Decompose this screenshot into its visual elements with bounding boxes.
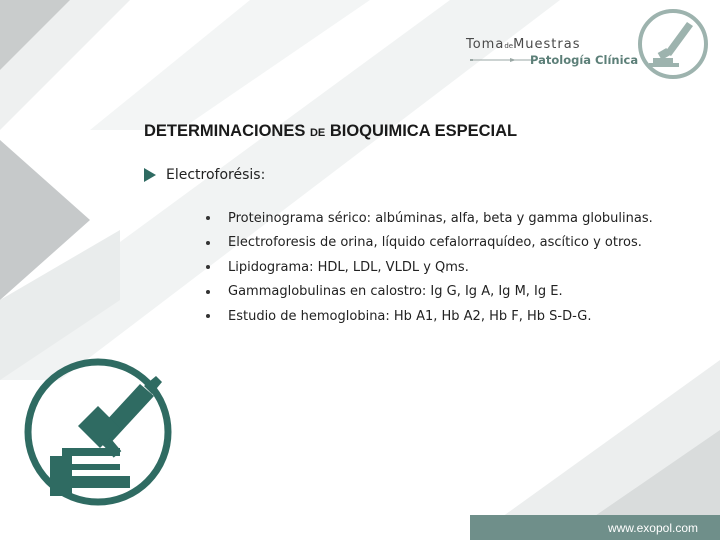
logo-subtitle: Patología Clínica xyxy=(530,53,639,67)
brand-logo xyxy=(464,14,714,74)
bullet-dot-icon xyxy=(206,314,210,318)
title-part2: BIOQUIMICA ESPECIAL xyxy=(329,122,518,140)
main-bullet-text: Electroforésis: xyxy=(166,167,266,183)
list-item xyxy=(206,255,653,280)
logo-syringe-line xyxy=(470,56,536,64)
footer-url[interactable]: www.exopol.com xyxy=(607,521,698,535)
list-item xyxy=(206,231,653,256)
bullet-dot-icon xyxy=(206,290,210,294)
list-item xyxy=(206,280,653,305)
list-item xyxy=(206,206,653,231)
bullet-list xyxy=(206,206,653,329)
list-item-text: Electroforesis de orina, líquido cefalorraquídeo, ascítico y otros. xyxy=(228,235,642,251)
triangle-bullet-icon xyxy=(144,168,156,182)
logo-wordmark xyxy=(466,37,581,52)
logo-toma: Toma xyxy=(466,37,505,52)
list-item xyxy=(206,304,653,329)
microscope-icon xyxy=(22,356,174,508)
list-item-text: Proteinograma sérico: albúminas, alfa, beta y gamma globulinas. xyxy=(228,210,653,226)
list-item-text: Estudio de hemoglobina: Hb A1, Hb A2, Hb F, Hb S-D-G. xyxy=(228,308,592,324)
slide-title xyxy=(144,122,517,141)
bullet-dot-icon xyxy=(206,216,210,220)
microscope-logo-icon xyxy=(635,6,711,82)
bullet-dot-icon xyxy=(206,265,210,269)
footer-bar xyxy=(470,515,720,540)
main-bullet xyxy=(144,165,265,185)
title-de: DE xyxy=(309,127,326,139)
list-item-text: Gammaglobulinas en calostro: Ig G, Ig A, Ig M, Ig E. xyxy=(228,284,563,300)
bullet-dot-icon xyxy=(206,241,210,245)
logo-de: de xyxy=(504,42,514,50)
list-item-text: Lipidograma: HDL, LDL, VLDL y Qms. xyxy=(228,259,469,275)
title-part1: DETERMINACIONES xyxy=(144,122,306,140)
logo-muestras: Muestras xyxy=(513,37,581,52)
